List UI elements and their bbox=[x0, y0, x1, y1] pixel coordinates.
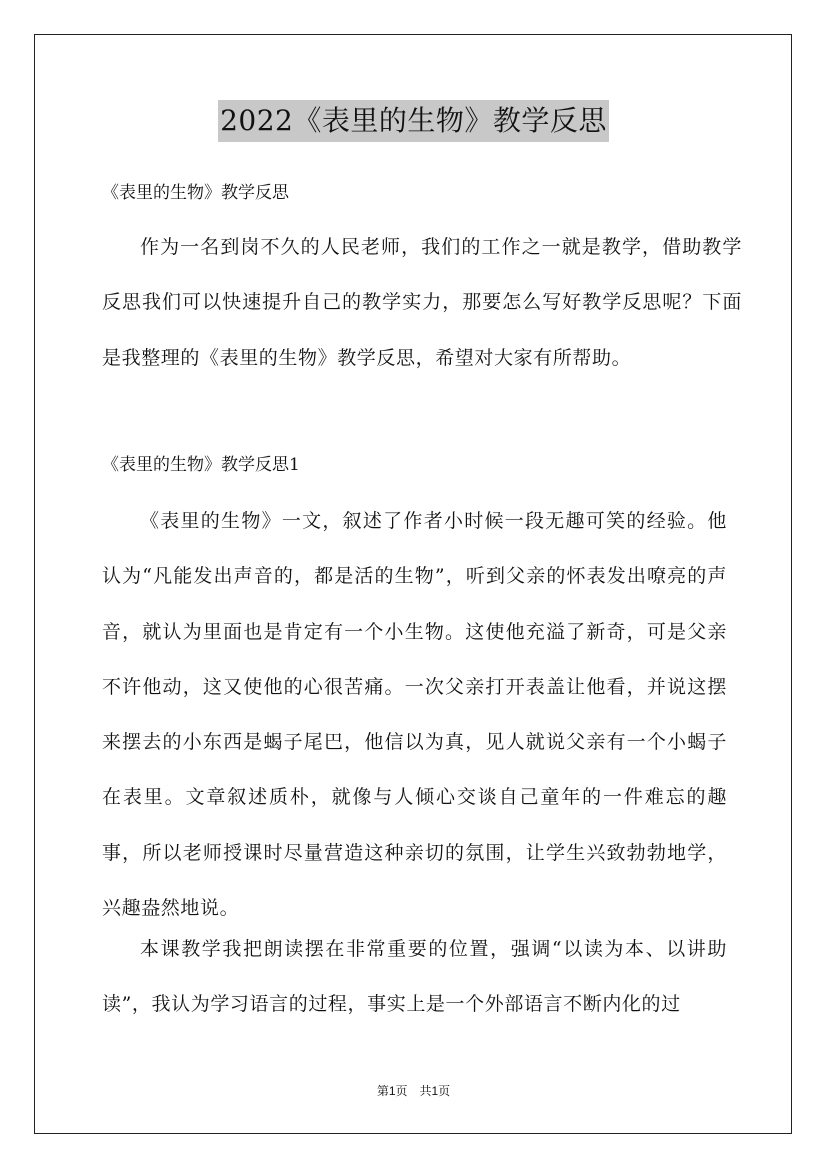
page-footer: 第1页 共1页 bbox=[376, 1084, 451, 1098]
body-paragraph-1: 《表里的生物》一文，叙述了作者小时候一段无趣可笑的经验。他认为“凡能发出声音的，都是活的生物”，听到父亲的怀表发出嘹亮的声音，就认为里面也是肯定有一个小生物。这使他充溢了新奇，可是父亲不许他动，这又使他的心很苦痛。一次父亲打开表盖让他看，并说这摆来摆去的小东西是蝎子尾巴，他信以为真，见人就说父亲有一个小蝎子在表里。文章叙述质朴，就像与人倾心交谈自己童年的一件难忘的趣事，所以老师授课时尽量营造这种亲切的氛围，让学生兴致勃勃地学，兴趣盎然地说。 bbox=[102, 510, 727, 920]
document-subtitle: 《表里的生物》教学反思 bbox=[102, 183, 289, 203]
intro-paragraph: 作为一名到岗不久的人民老师，我们的工作之一就是教学，借助教学反思我们可以快速提升自己的教学实力，那要怎么写好教学反思呢？下面是我整理的《表里的生物》教学反思，希望对大家有所帮助。 bbox=[102, 236, 742, 369]
body-paragraph-2: 本课教学我把朗读摆在非常重要的位置，强调“以读为本、以讲助读”，我认为学习语言的过程，事实上是一个外部语言不断内化的过 bbox=[102, 938, 727, 1016]
document-title: 2022《表里的生物》教学反思 bbox=[218, 100, 609, 142]
title-container bbox=[0, 100, 827, 142]
section-heading: 《表里的生物》教学反思1 bbox=[102, 455, 300, 475]
